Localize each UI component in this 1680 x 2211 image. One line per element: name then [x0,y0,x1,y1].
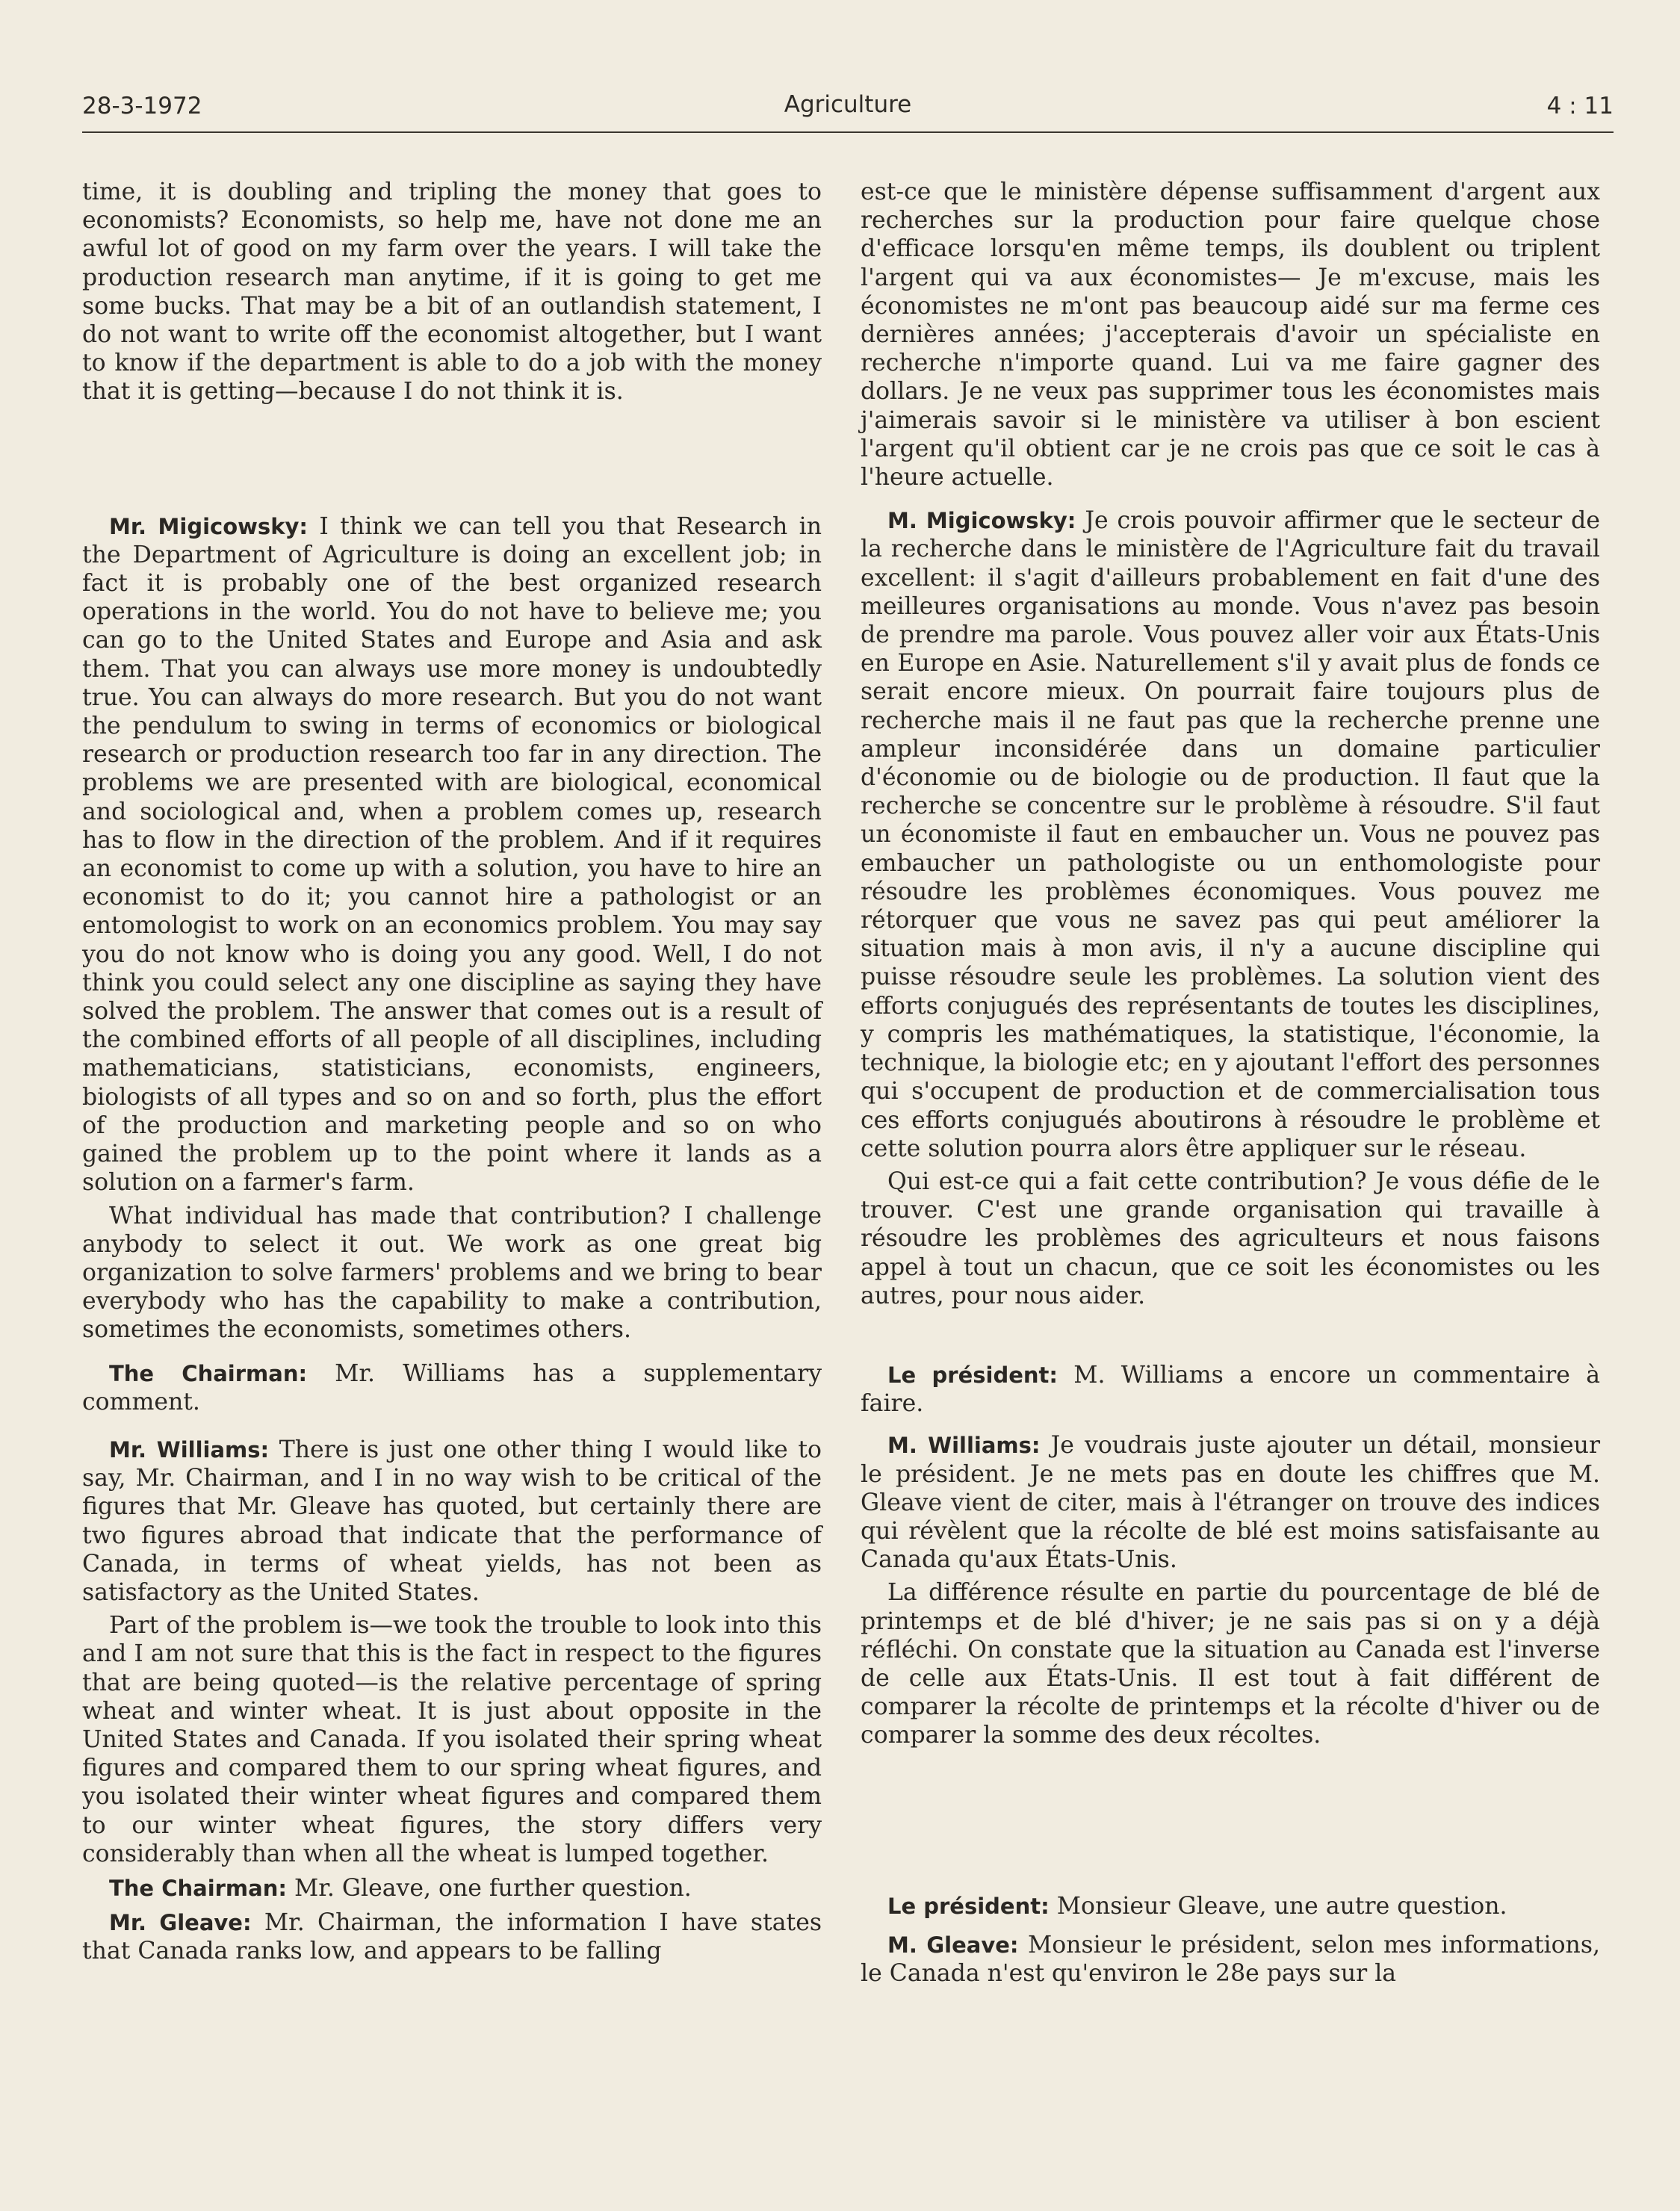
speech-text: Mr. Williams has a supplementary comment. [82,1359,822,1415]
speaker-label: The Chairman: [109,1875,287,1901]
paragraph [861,1431,1600,1574]
speaker-label: Mr. Migicowsky: [109,513,308,539]
paragraph [82,1908,822,1965]
speaker-label: Le président: [887,1362,1058,1388]
speaker-label: The Chairman: [109,1360,308,1386]
header-title: Agriculture [784,91,912,118]
paragraph [82,1359,822,1416]
speaker-label: M. Migicowsky: [887,508,1076,534]
speaker-label: Mr. Williams: [109,1436,270,1463]
paragraph: time, it is doubling and tripling the money that goes to economists? Economists, so help me, have not done me an awful lot of good on my farm over the years. I will take the production research man anytime, if it is going to get me some bucks. That may be a bit of an outlandish statement, I do not want to write off the economist altogether, but I want to know if the department is able to do a job with the money that it is getting—because I do not think it is. [82,179,822,406]
paragraph: What individual has made that contribution? I challenge anybody to select it out. We work as one great big organization to solve farmers' problems and we bring to bear everybody who has the capability to make a contribution, sometimes the economists, sometimes others. [82,1202,822,1344]
paragraph [861,1931,1600,1988]
speech-text: Mr. Chairman, the information I have states that Canada ranks low, and appears to be falling [82,1909,822,1965]
paragraph: Part of the problem is—we took the trouble to look into this and I am not sure that this is the fact in respect to the figures that are being quoted—is the relative percentage of spring wheat and winter wheat. It is just about opposite in the United States and Canada. If you isolated their spring wheat figures and compared them to our spring wheat figures, and you isolated their winter wheat figures and compared them to our winter wheat figures, the story differs very considerably than when all the wheat is lumped together. [82,1612,822,1867]
speaker-label: M. Gleave: [887,1932,1019,1958]
paragraph [861,1892,1600,1920]
paragraph [82,1874,822,1903]
speech-text: M. Williams a encore un commentaire à faire. [861,1361,1600,1418]
speech-text: Monsieur Gleave, une autre question. [1056,1892,1507,1920]
paragraph: Qui est-ce qui a fait cette contribution? Je vous défie de le trouver. C'est une grande organisation qui travaille à résoudre les problèmes des agriculteurs et nous faisons appel à tout un chacun, que ce soit les économistes ou les autres, pour nous aider. [861,1167,1600,1309]
speech-text: I think we can tell you that Research in the Department of Agriculture is doing an excellent job; in fact it is probably one of the best organized research operations in the world. You do not have to believe me; you can go to the United States and Europe and Asia and ask them. That you can always use more money is undoubtedly true. You can always do more research. But you do not want the pendulum to swing in terms of economics or biological research or production research too far in any direction. The problems we are presented with are biological, economical and sociological and, when a problem comes up, research has to flow in the direction of the problem. And if it requires an economist to come up with a solution, you have to hire an economist to do it; you cannot hire a pathologist or an entomologist to work on an economics problem. You may say you do not know who is doing you any good. Well, I do not think you could select any one discipline as saying they have solved the problem. The answer that comes out is a result of the combined efforts of all people of all disciplines, including mathematicians, statisticians, economists, engineers, biologists of all types and so on and so forth, plus the effort of the production and marketing people and so on who gained the problem up to the point where it lands as a solution on a farmer's farm. [82,512,822,1197]
header-rule [82,131,1614,133]
speech-text: Mr. Gleave, one further question. [294,1874,692,1902]
paragraph [861,506,1600,1163]
speech-text: Monsieur le président, selon mes informations, le Canada n'est qu'environ le 28e pays sur la [861,1931,1601,1987]
paragraph [861,1361,1600,1418]
paragraph: est-ce que le ministère dépense suffisamment d'argent aux recherches sur la production pour faire quelque chose d'efficace lorsqu'en même temps, ils doublent ou triplent l'argent qui va aux économistes— Je m'excuse, mais les économistes ne m'ont pas beaucoup aidé sur ma ferme ces dernières années; j'accepterais d'avoir un spécialiste en recherche n'importe quand. Lui va me faire gagner des dollars. Je ne veux pas supprimer tous les économistes mais j'aimerais savoir si le ministère va utiliser à bon escient l'argent qu'il obtient car je ne crois pas que ce soit le cas à l'heure actuelle. [861,179,1600,491]
paragraph [82,512,822,1197]
paragraph [82,1436,822,1607]
header-date: 28-3-1972 [82,93,202,120]
running-header [82,88,1614,133]
header-page-number: 4 : 11 [1546,93,1614,120]
speech-text: There is just one other thing I would like to say, Mr. Chairman, and I in no way wish to be critical of the figures that Mr. Gleave has quoted, but certainly there are two figures abroad that indicate that the performance of Canada, in terms of wheat yields, has not been as satisfactory as the United States. [82,1436,822,1606]
speaker-label: Mr. Gleave: [109,1910,252,1936]
speech-text: Je crois pouvoir affirmer que le secteur de la recherche dans le ministère de l'Agriculture fait du travail excellent: il s'agit d'ailleurs probablement en fait d'une des meilleures organisations au monde. Vous n'avez pas besoin de prendre ma parole. Vous pouvez aller voir aux États-Unis en Europe en Asie. Naturellement s'il y avait plus de fonds ce serait encore mieux. On pourrait faire toujours plus de recherche mais il ne faut pas que la recherche prenne une ampleur inconsidérée dans un domaine particulier d'économie ou de biologie ou de production. Il faut que la recherche se concentre sur le problème à résoudre. S'il faut un économiste il faut en embaucher un. Vous ne pouvez pas embaucher un pathologiste ou un enthomologiste pour résoudre les problèmes économiques. Vous pouvez me rétorquer que vous ne savez pas qui peut améliorer la situation mais à mon avis, il n'y a aucune discipline qui puisse résoudre seule les problèmes. La solution vient des efforts conjugués des représentants de toutes les disciplines, y compris les mathématiques, la statistique, l'économie, la technique, la biologie etc; en y ajoutant l'effort des personnes qui s'occupent de production et de commercialisation tous ces efforts conjugués aboutirons à résoudre le problème et cette solution pourra alors être appliquer sur le réseau. [861,507,1600,1162]
speaker-label: M. Williams: [887,1433,1041,1459]
english-column [82,178,822,1966]
paragraph: La différence résulte en partie du pourcentage de blé de printemps et de blé d'hiver; je ne sais pas si on y a déjà réfléchi. On constate que la situation au Canada est l'inverse de celle aux États-Unis. Il est tout à fait différent de comparer la récolte de printemps et la récolte d'hiver ou de comparer la somme des deux récoltes. [861,1579,1600,1749]
french-column [861,178,1600,1988]
speaker-label: Le président: [887,1893,1050,1919]
speech-text: Je voudrais juste ajouter un détail, monsieur le président. Je ne mets pas en doute les chiffres que M. Gleave vient de citer, mais à l'étranger on trouve des indices qui révèlent que la récolte de blé est moins satisfaisante au Canada qu'aux États-Unis. [861,1432,1600,1574]
